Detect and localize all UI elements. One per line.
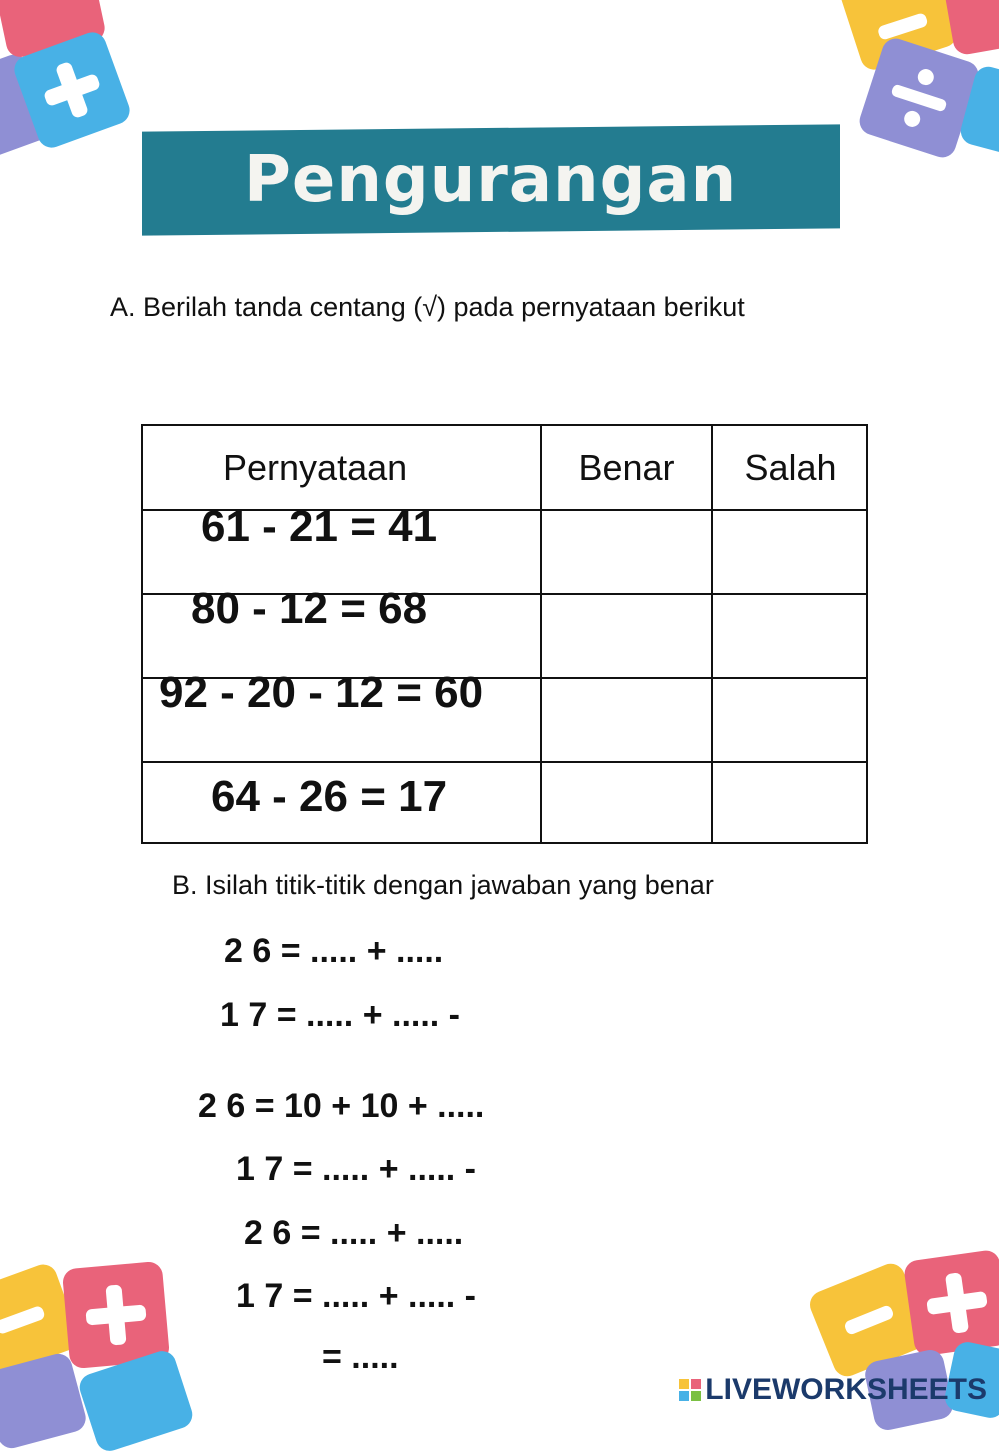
red-tile-icon [944, 0, 999, 56]
header-pernyataan: Pernyataan [223, 447, 408, 488]
statement-1: 61 - 21 = 41 [201, 502, 438, 551]
statement-4: 64 - 26 = 17 [211, 772, 448, 821]
fill-line-2[interactable]: 1 7 = ..... + ..... - [220, 996, 460, 1034]
statement-2: 80 - 12 = 68 [191, 584, 428, 633]
salah-cell-3[interactable] [713, 679, 868, 761]
decoration-top-left [0, 0, 140, 160]
salah-cell-4[interactable] [713, 763, 868, 843]
header-salah: Salah [744, 447, 837, 488]
plus-tile-icon [903, 1249, 999, 1357]
benar-cell-2[interactable] [542, 595, 711, 677]
statement-3: 92 - 20 - 12 = 60 [159, 668, 484, 717]
fill-line-7[interactable]: = ..... [322, 1338, 399, 1376]
liveworksheets-brand [679, 1373, 987, 1407]
fill-line-3[interactable]: 2 6 = 10 + 10 + ..... [198, 1087, 485, 1125]
benar-cell-4[interactable] [542, 763, 711, 843]
benar-cell-3[interactable] [542, 679, 711, 761]
liveworksheets-logo-icon [679, 1379, 701, 1401]
brand-name: LIVEWORKSHEETS [705, 1373, 987, 1406]
title-banner [142, 124, 840, 235]
fill-line-4[interactable]: 1 7 = ..... + ..... - [236, 1150, 476, 1188]
answer-table [141, 424, 868, 844]
section-b-instruction: B. Isilah titik-titik dengan jawaban yang benar [172, 870, 714, 900]
decoration-bottom-left [0, 1265, 200, 1415]
page-title: Pengurangan [244, 143, 738, 217]
decoration-top-right [839, 0, 999, 170]
section-a-instruction: A. Berilah tanda centang (√) pada pernyataan berikut [110, 292, 745, 322]
salah-cell-1[interactable] [713, 511, 868, 593]
fill-line-5[interactable]: 2 6 = ..... + ..... [244, 1214, 464, 1252]
fill-line-1[interactable]: 2 6 = ..... + ..... [224, 932, 444, 970]
header-benar: Benar [578, 447, 675, 488]
salah-cell-2[interactable] [713, 595, 868, 677]
benar-cell-1[interactable] [542, 511, 711, 593]
fill-line-6[interactable]: 1 7 = ..... + ..... - [236, 1277, 476, 1315]
